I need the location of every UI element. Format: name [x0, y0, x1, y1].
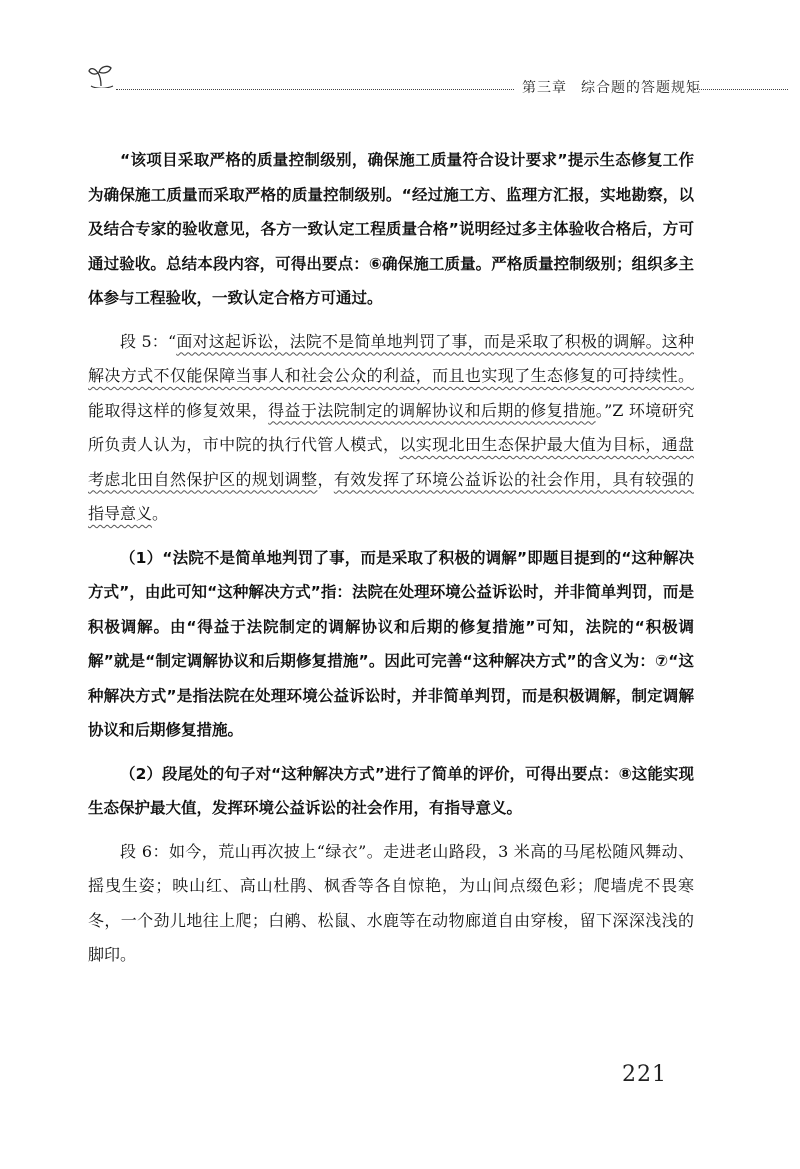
page-body: [88, 143, 694, 973]
plain-text: 能取得这样的修复效果，: [88, 400, 269, 420]
chapter-label: 第三章: [522, 80, 567, 96]
header-rule-left: [116, 89, 514, 90]
underlined-text: 有效发挥了环境公益诉讼的社会作用，具有较强的指导意义: [88, 469, 694, 523]
quoted-paragraph-5: [88, 325, 694, 532]
section-title: 综合题的答题规矩: [581, 80, 701, 96]
page-number: 221: [622, 1062, 667, 1087]
analysis-paragraph-1: “该项目采取严格的质量控制级别，确保施工质量符合设计要求”提示生态修复工作为确保施工质量而采取严格的质量控制级别。“经过施工方、监理方汇报，实地勘察，以及结合专家的验收意见，各方一致认定工程质量合格”说明经过多主体验收合格后，方可通过验收。总结本段内容，可得出要点：⑥确保施工质量。严格质量控制级别；组织多主体参与工程验收，一致认定合格方可通过。: [88, 151, 694, 307]
quoted-paragraph-6: 段 6：如今，荒山再次披上“绿衣”。走进老山路段，3 米高的马尾松随风舞动、摇曳生姿；映山红、高山杜鹃、枫香等各自惊艳，为山间点缀色彩；爬墙虎不畏寒冬，一个劲儿地往上爬；白鹇、松鼠、水鹿等在动物廊道自由穿梭，留下深深浅浅的脚印。: [88, 841, 694, 964]
analysis-paragraph-2: （1）“法院不是简单地判罚了事，而是采取了积极的调解”即题目提到的“这种解决方式”，由此可知“这种解决方式”指：法院在处理环境公益诉讼时，并非简单判罚，而是积极调解。由“得益于法院制定的调解协议和后期的修复措施”可知，法院的“积极调解”就是“制定调解协议和后期修复措施”。因此可完善“这种解决方式”的含义为：⑦“这种解决方式”是指法院在处理环境公益诉讼时，并非简单判罚，而是积极调解，制定调解协议和后期修复措施。: [88, 548, 694, 739]
analysis-paragraph-3: （2）段尾处的句子对“这种解决方式”进行了简单的评价，可得出要点：⑧这能实现生态保护最大值，发挥环境公益诉讼的社会作用，有指导意义。: [88, 764, 694, 817]
plain-text: 。”Z 环境研究所负责人认为，市中院的执行代管人模式，: [88, 400, 694, 454]
underlined-text: 得益于法院制定的调解协议和后期的修复措施: [268, 400, 596, 420]
header-rule-right: [694, 89, 788, 90]
page-header: [88, 64, 788, 94]
underlined-text: 面对这起诉讼，法院不是简单地判罚了事，而是采取了积极的调解。这种解决方式不仅能保障当事人和社会公众的利益，而且也实现了生态修复的可持续性。: [88, 331, 694, 385]
paragraph-label: 段 5：“: [120, 331, 177, 351]
plain-text: ，: [317, 469, 334, 489]
running-header: [522, 77, 701, 97]
plain-text: 。: [152, 504, 169, 523]
underlined-text: 以实现北田生态保护最大值为目标，通盘考虑北田自然保护区的规划调整: [88, 435, 694, 489]
sprout-icon: [88, 64, 114, 88]
